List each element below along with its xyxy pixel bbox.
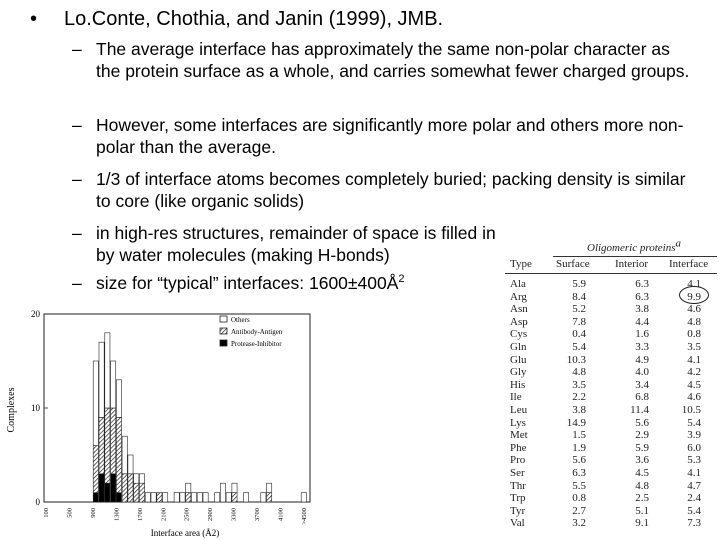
table-residue-cell: Met <box>510 429 528 442</box>
interface-area-histogram <box>0 300 320 540</box>
table-value-cell: 6.0 <box>687 441 701 454</box>
legend-label-protease: Protease-Inhibitor <box>231 340 282 348</box>
composition-table <box>505 237 717 534</box>
sub-bullet-text <box>96 273 496 295</box>
table-value-cell: 2.5 <box>635 492 649 505</box>
sub-bullet-text: in high-res structures, remainder of space is filled in by water molecules (making H-bonds) <box>96 223 496 265</box>
x-axis-ticks <box>43 508 308 525</box>
table-value-cell: 3.2 <box>572 517 586 530</box>
y-axis-label: Complexes <box>6 387 17 433</box>
table-value-cell: 4.5 <box>687 378 701 391</box>
table-value-cell: 4.1 <box>687 278 701 290</box>
table-residue-cell: Ser <box>510 467 525 479</box>
table-value-cell: 6.8 <box>635 391 649 404</box>
table-group-header: Oligomeric proteinsa <box>587 237 681 254</box>
table-value-cell: 4.1 <box>687 467 701 479</box>
histogram-bar-antibody <box>232 493 237 502</box>
x-axis-label: Interface area (Å2) <box>150 528 220 538</box>
table-col-interior: Interior <box>615 258 648 270</box>
table-value-cell: 6.3 <box>635 290 649 303</box>
histogram-bar-others <box>191 493 196 502</box>
histogram-bar-antibody <box>105 408 110 483</box>
histogram-bar-others <box>145 493 150 502</box>
table-value-cell: 11.4 <box>630 404 649 416</box>
histogram-bar-others <box>232 483 237 492</box>
histogram-bar-others <box>243 493 248 502</box>
x-tick-label: 4100 <box>277 508 285 521</box>
table-value-cell: 4.7 <box>687 479 701 492</box>
table-residue-cell: Gly <box>510 366 527 379</box>
table-residue-cell: Pro <box>510 454 526 467</box>
table-value-cell: 5.4 <box>572 341 586 353</box>
x-tick-label: 1300 <box>113 508 121 521</box>
citation-heading: Lo.Conte, Chothia, and Janin (1999), JMB. <box>64 8 444 30</box>
x-tick-label: 500 <box>66 508 74 518</box>
table-value-cell: 5.4 <box>687 416 701 429</box>
histogram-bar-others <box>261 493 266 502</box>
table-residue-cell: Trp <box>510 492 526 505</box>
table-value-cell: 5.3 <box>687 454 701 467</box>
table-value-cell: 3.5 <box>687 341 701 353</box>
table-value-cell: 10.3 <box>566 353 586 366</box>
histogram-bar-antibody <box>186 493 191 502</box>
histogram-bar-protease <box>99 474 104 502</box>
table-value-cell: 9.1 <box>635 517 649 530</box>
histogram-bar-others <box>105 333 110 408</box>
table-value-cell: 4.1 <box>687 353 701 366</box>
table-value-cell: 1.9 <box>572 441 586 454</box>
histogram-bar-others <box>99 342 104 417</box>
table-value-cell: 4.8 <box>687 315 701 328</box>
table-residue-cell: Val <box>510 517 525 530</box>
histogram-bar-others <box>151 493 156 502</box>
histogram-bar-antibody <box>116 417 121 492</box>
histogram-bar-antibody <box>139 483 144 502</box>
bullet-dash: – <box>72 115 82 135</box>
table-value-cell: 5.1 <box>635 504 649 517</box>
table-group-rule <box>553 256 717 257</box>
x-tick-label: 2100 <box>160 508 168 521</box>
table-col-interface: Interface <box>669 258 709 270</box>
sub-bullet-text: 1/3 of interface atoms becomes completely buried; packing density is similar to core (like organic solids) <box>96 169 686 211</box>
table-residue-cell: Asn <box>510 303 528 316</box>
histogram-bar-others <box>267 483 272 492</box>
table-value-cell: 4.8 <box>572 366 586 379</box>
histogram-bar-protease <box>111 474 116 502</box>
histogram-bar-others <box>220 483 225 502</box>
table-value-cell: 14.9 <box>566 416 586 429</box>
histogram-bar-others <box>122 436 127 474</box>
sub-bullet-text: However, some interfaces are significantly more polar and others more non-polar than the average. <box>96 115 684 157</box>
table-residue-cell: Ile <box>510 391 522 404</box>
table-residue-cell: Gln <box>510 341 527 353</box>
x-tick-label: 3700 <box>254 508 262 521</box>
table-value-cell: 3.8 <box>635 303 649 316</box>
y-tick-label: 10 <box>31 403 40 413</box>
table-residue-cell: Thr <box>510 479 526 492</box>
y-tick-label: 20 <box>31 309 40 319</box>
legend-swatch-antibody <box>220 328 227 334</box>
legend-label-others: Others <box>231 316 250 324</box>
y-tick-label: 0 <box>35 497 40 507</box>
table-col-surface: Surface <box>556 258 590 270</box>
table-value-cell: 5.4 <box>687 504 701 517</box>
table-residue-cell: His <box>510 378 526 391</box>
table-value-cell: 2.9 <box>635 429 649 442</box>
histogram-bar-others <box>116 380 121 418</box>
histogram-bar-others <box>301 493 306 502</box>
table-residue-cell: Glu <box>510 353 527 366</box>
histogram-bar-others <box>186 483 191 492</box>
table-value-cell: 2.4 <box>687 492 701 505</box>
histogram-bar-protease <box>116 493 121 502</box>
x-tick-label: 100 <box>43 508 50 518</box>
legend-label-antibody: Antibody-Antigen <box>231 328 283 336</box>
table-residue-cell: Cys <box>510 328 528 341</box>
table-value-cell: 5.9 <box>635 441 649 454</box>
bullet-dash: – <box>72 273 82 293</box>
table-value-cell: 4.5 <box>635 467 649 479</box>
table-value-cell: 9.9 <box>687 290 701 303</box>
histogram-bar-others <box>215 493 220 502</box>
x-tick-label: 900 <box>89 508 97 518</box>
table-value-cell: 0.4 <box>572 328 586 341</box>
histogram-bar-antibody <box>128 474 133 502</box>
x-tick-label: 2500 <box>183 508 191 521</box>
table-value-cell: 10.5 <box>681 404 701 416</box>
table-value-cell: 4.4 <box>635 315 649 328</box>
table-residue-cell: Leu <box>510 404 528 416</box>
histogram-bar-others <box>163 493 168 502</box>
table-value-cell: 3.9 <box>687 429 701 442</box>
x-tick-label: 1700 <box>136 508 144 521</box>
table-value-cell: 7.8 <box>572 315 586 328</box>
table-value-cell: 8.4 <box>572 290 586 303</box>
interface-size-text: size for “typical” interfaces: 1600±400Å <box>96 273 399 293</box>
bullet-dash: – <box>72 223 82 243</box>
histogram-bar-others <box>93 361 98 446</box>
table-value-cell: 3.4 <box>635 378 649 391</box>
table-value-cell: 1.6 <box>635 328 649 341</box>
table-col-type: Type <box>510 258 532 270</box>
histogram-bar-others <box>128 455 133 474</box>
table-residue-cell: Lys <box>510 416 526 429</box>
table-value-cell: 4.6 <box>687 391 701 404</box>
table-value-cell: 2.7 <box>572 504 586 517</box>
table-residue-cell: Tyr <box>510 504 526 517</box>
table-residue-cell: Phe <box>510 441 527 454</box>
table-value-cell: 3.5 <box>572 378 586 391</box>
table-value-cell: 4.0 <box>635 366 649 379</box>
bullet-dash: – <box>72 39 82 59</box>
table-value-cell: 0.8 <box>572 492 586 505</box>
histogram-bar-antibody <box>157 493 162 502</box>
table-value-cell: 2.2 <box>572 391 586 404</box>
table-value-cell: 4.9 <box>635 353 649 366</box>
table-value-cell: 5.9 <box>572 278 586 290</box>
table-value-cell: 4.8 <box>635 479 649 492</box>
table-value-cell: 6.3 <box>635 278 649 290</box>
table-value-cell: 4.6 <box>687 303 701 316</box>
table-value-cell: 3.6 <box>635 454 649 467</box>
table-residue-cell: Ala <box>510 278 526 290</box>
histogram-bar-others <box>134 474 139 483</box>
histogram-bar-others <box>139 474 144 483</box>
table-value-cell: 3.8 <box>572 404 586 416</box>
histogram-bar-protease <box>105 483 110 502</box>
histogram-bar-antibody <box>93 446 98 493</box>
table-header-rule <box>505 273 717 274</box>
bullet-dash: – <box>72 169 82 189</box>
histogram-bar-others <box>226 493 231 502</box>
x-tick-label: 2900 <box>207 508 215 521</box>
table-value-cell: 1.5 <box>572 429 586 442</box>
superscript: 2 <box>398 273 405 286</box>
bullet-dot: • <box>30 8 38 30</box>
histogram-bar-others <box>197 493 202 502</box>
table-value-cell: 5.2 <box>572 303 586 316</box>
histogram-bar-protease <box>93 493 98 502</box>
histogram-bar-others <box>174 493 179 502</box>
legend-swatch-protease <box>220 340 227 346</box>
x-tick-label: >4500 <box>301 508 308 525</box>
table-value-cell: 4.2 <box>687 366 701 379</box>
histogram-bar-antibody <box>99 417 104 473</box>
histogram-bar-antibody <box>111 408 116 474</box>
table-value-cell: 5.6 <box>635 416 649 429</box>
table-value-cell: 6.3 <box>572 467 586 479</box>
table-value-cell: 5.6 <box>572 454 586 467</box>
histogram-bar-others <box>203 493 208 502</box>
table-value-cell: 0.8 <box>687 328 701 341</box>
histogram-bar-others <box>180 493 185 502</box>
table-value-cell: 7.3 <box>687 517 701 530</box>
table-value-cell: 3.3 <box>635 341 649 353</box>
table-residue-cell: Asp <box>510 315 528 328</box>
table-value-cell: 5.5 <box>572 479 586 492</box>
table-residue-cell: Arg <box>510 290 527 303</box>
histogram-bar-antibody <box>267 493 272 502</box>
legend-swatch-others <box>220 316 227 322</box>
histogram-bar-antibody <box>134 483 139 502</box>
sub-bullet-text: The average interface has approximately the same non-polar character as the protein surface as a whole, and carries somewhat fewer charged groups. <box>96 39 690 81</box>
histogram-bar-others <box>111 361 116 408</box>
x-tick-label: 3300 <box>230 508 238 521</box>
histogram-bar-antibody <box>122 474 127 502</box>
